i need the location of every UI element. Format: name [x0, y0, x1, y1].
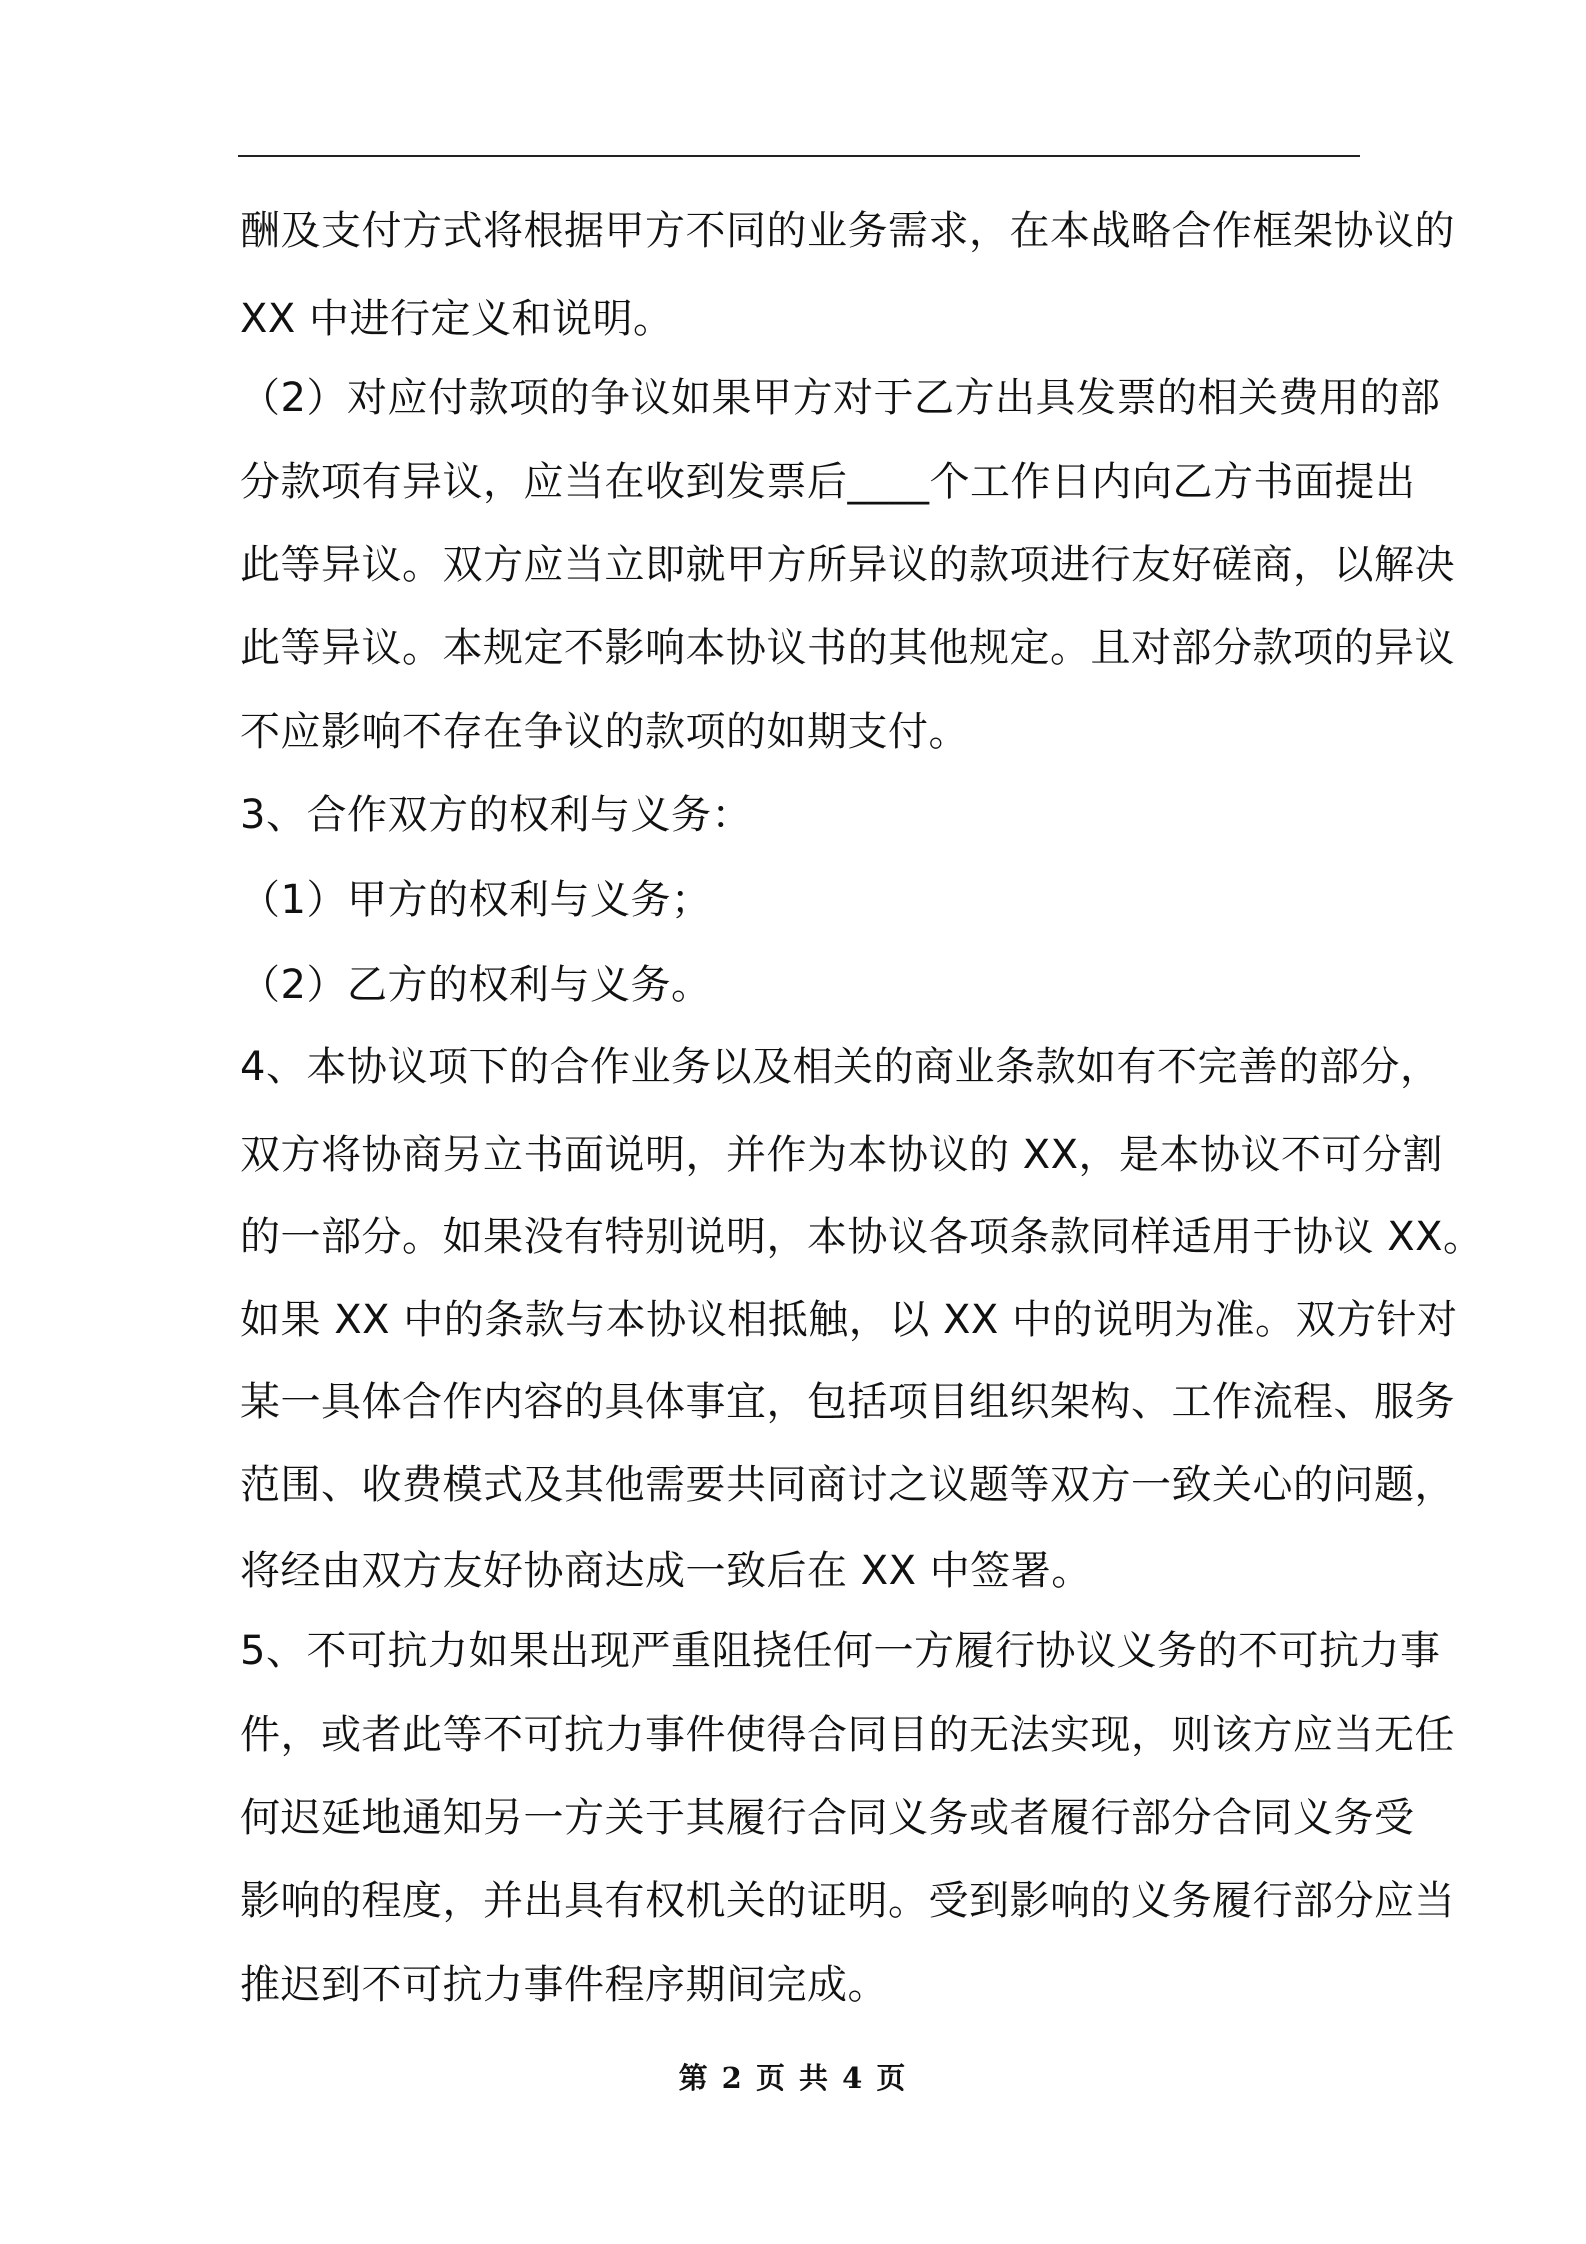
- text-line: 不应影响不存在争议的款项的如期支付。: [240, 709, 969, 755]
- header-rule: [238, 155, 1360, 157]
- text-line: 4、本协议项下的合作业务以及相关的商业条款如有不完善的部分，: [240, 1044, 1441, 1090]
- text-line: 推迟到不可抗力事件程序期间完成。: [240, 1962, 888, 2008]
- text-line: 将经由双方友好协商达成一致后在 XX 中签署。: [240, 1548, 1092, 1594]
- text-line: 件，或者此等不可抗力事件使得合同目的无法实现，则该方应当无任: [240, 1712, 1455, 1758]
- text-line: 影响的程度，并出具有权机关的证明。受到影响的义务履行部分应当: [240, 1878, 1455, 1924]
- text-line: 此等异议。本规定不影响本协议书的其他规定。且对部分款项的异议: [240, 625, 1455, 671]
- text-line: 3、合作双方的权利与义务：: [240, 792, 752, 838]
- text-line: （1）甲方的权利与义务；: [240, 877, 712, 923]
- page-number: 第 2 页 共 4 页: [678, 2061, 908, 2095]
- text-line: （2）乙方的权利与义务。: [240, 962, 712, 1008]
- text-line: 的一部分。如果没有特别说明，本协议各项条款同样适用于协议 XX。: [240, 1214, 1484, 1260]
- text-line: 如果 XX 中的条款与本协议相抵触，以 XX 中的说明为准。双方针对: [240, 1297, 1458, 1343]
- text-line: XX 中进行定义和说明。: [240, 296, 674, 342]
- text-line: 某一具体合作内容的具体事宜，包括项目组织架构、工作流程、服务: [240, 1379, 1455, 1425]
- text-line: 何迟延地通知另一方关于其履行合同义务或者履行部分合同义务受: [240, 1795, 1415, 1841]
- text-line: 此等异议。双方应当立即就甲方所异议的款项进行友好磋商，以解决: [240, 542, 1455, 588]
- text-line: 分款项有异议，应当在收到发票后____个工作日内向乙方书面提出: [240, 459, 1416, 505]
- text-line: 双方将协商另立书面说明，并作为本协议的 XX，是本协议不可分割: [240, 1132, 1444, 1178]
- text-line: 范围、收费模式及其他需要共同商讨之议题等双方一致关心的问题，: [240, 1462, 1455, 1508]
- text-line: 5、不可抗力如果出现严重阻挠任何一方履行协议义务的不可抗力事: [240, 1628, 1441, 1674]
- text-line: （2）对应付款项的争议如果甲方对于乙方出具发票的相关费用的部: [240, 375, 1441, 421]
- text-line: 酬及支付方式将根据甲方不同的业务需求，在本战略合作框架协议的: [240, 208, 1455, 254]
